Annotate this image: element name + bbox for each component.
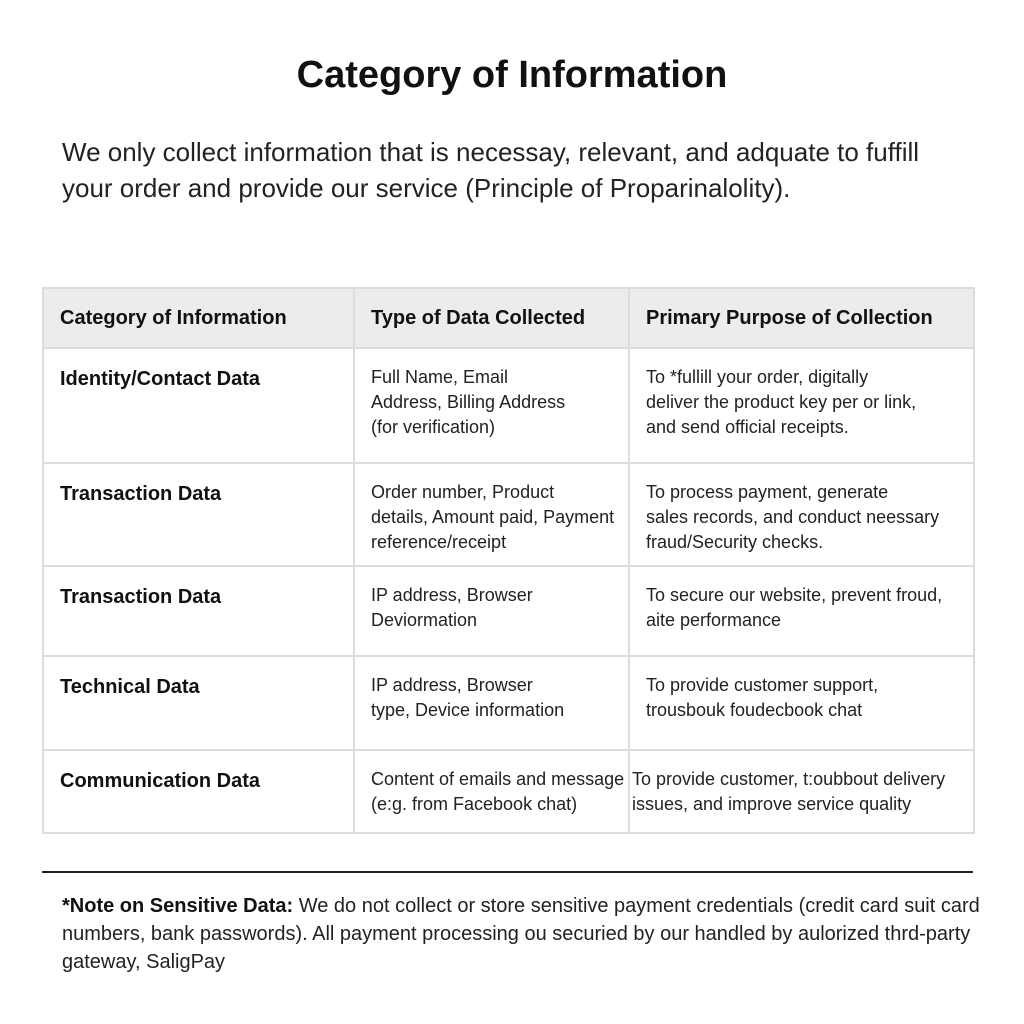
table-row: [43, 463, 974, 566]
cell-type: Content of emails and message (e:g. from Facebook chat): [354, 750, 629, 833]
table-row: [43, 750, 974, 833]
cell-category: Transaction Data: [43, 463, 354, 566]
section-divider: [42, 871, 973, 873]
table-row: [43, 656, 974, 750]
header-purpose: Primary Purpose of Collection: [629, 288, 974, 348]
table-header-row: [43, 288, 974, 348]
header-category: Category of Information: [43, 288, 354, 348]
cell-category: Communication Data: [43, 750, 354, 833]
cell-type: Order number, Product details, Amount paid, Payment reference/receipt: [354, 463, 629, 566]
cell-type: Full Name, Email Address, Billing Address (for verification): [354, 348, 629, 463]
note-label: *Note on Sensitive Data:: [62, 895, 294, 917]
page-title: Category of Information: [296, 54, 728, 96]
table-row: [43, 348, 974, 463]
cell-type: IP address, Browser type, Device information: [354, 656, 629, 750]
cell-purpose: To provide customer support, trousbouk foudecbook chat: [629, 656, 974, 750]
cell-purpose: To process payment, generate sales records, and conduct neessary fraud/Security checks.: [629, 463, 974, 566]
intro-paragraph: We only collect information that is necessay, relevant, and adquate to fuffill your order and provide our service (Principle of Proparinalolity).: [62, 137, 920, 203]
information-table: [42, 287, 975, 834]
cell-purpose: To provide customer, t:oubbout delivery issues, and improve service quality: [629, 750, 974, 833]
note-text: We do not collect or store sensitive payment credentials (credit card suit card numbers, bank passwords). All payment processing ou securied by our handled by aulorized thrd-party gateway, SaligPay: [62, 895, 980, 973]
cell-purpose: To secure our website, prevent froud, aite performance: [629, 566, 974, 656]
header-type: Type of Data Collected: [354, 288, 629, 348]
cell-purpose: To *fullill your order, digitally deliver the product key per or link, and send official receipts.: [629, 348, 974, 463]
sensitive-data-note: [62, 892, 982, 976]
table-row: [43, 566, 974, 656]
cell-category: Identity/Contact Data: [43, 348, 354, 463]
cell-type: IP address, Browser Deviormation: [354, 566, 629, 656]
cell-category: Transaction Data: [43, 566, 354, 656]
cell-category: Technical Data: [43, 656, 354, 750]
